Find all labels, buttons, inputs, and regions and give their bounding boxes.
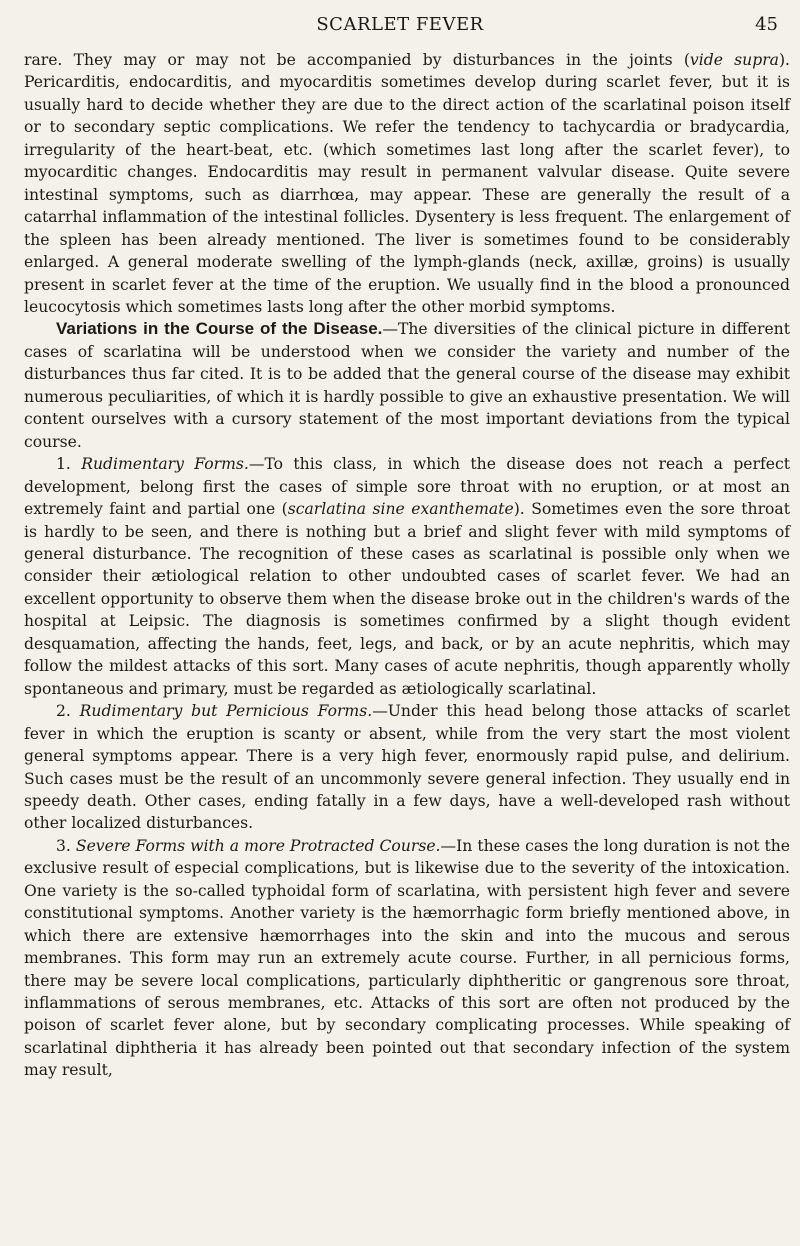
text-run: —To this class, in which the disease does not reach a perfect development, belong first the cases of simple sore throat with no eruption, or at most an extremely faint and partial one ( <box>24 455 790 519</box>
text-run: ). Sometimes even the sore throat is hardly to be seen, and there is nothing but a brief and slight fever with mild symptoms of general disturbance. The recognition of these cases as scarlatinal is possible only when we consider their ætiological relation to other undoubted cases of scarlet fever. We had an excellent opportunity to observe them when the disease broke out in the children's wards of the hospital at Leipsic. The diagnosis is sometimes confirmed by a slight though evident desquamation, affecting the hands, feet, legs, and back, or by an acute nephritis, which may follow the mildest attacks of this sort. Many cases of acute nephritis, though apparently wholly spontaneous and primary, must be regarded as ætiologically scarlatinal. <box>24 500 790 698</box>
text-run: rare. They may or may not be accompanied by disturbances in the joints ( <box>24 51 690 69</box>
paragraph-pernicious-forms <box>24 700 790 835</box>
paragraph-rudimentary-forms <box>24 453 790 700</box>
text-run: —The diversities of the clinical picture in different cases of scarlatina will be understood when we consider the variety and number of the disturbances thus far cited. It is to be added that the general course of the disease may exhibit numerous peculiarities, of which it is hardly possible to give an exhaustive presentation. We will content ourselves with a cursory statement of the most important deviations from the typical course. <box>24 320 790 451</box>
italic-phrase: scarlatina sine exanthemate <box>287 500 514 519</box>
section-heading: Variations in the Course of the Disease. <box>56 319 383 339</box>
item-title: Severe Forms with a more Protracted Course. <box>75 836 441 855</box>
item-number: 1. <box>56 455 82 474</box>
text-run: ). Pericarditis, endocarditis, and myocarditis sometimes develop during scarlet fever, but it is usually hard to decide whether they are due to the direct action of the scarlatinal poison itself or to secondary septic complications. We refer the tendency to tachycardia or bradycardia, irregularity of the heart-beat, etc. (which sometimes last long after the scarlet fever), to myocarditic changes. Endocarditis may result in permanent valvular disease. Quite severe intestinal symptoms, such as diarrhœa, may appear. These are generally the result of a catarrhal inflammation of the intestinal follicles. Dysentery is less frequent. The enlargement of the spleen has been already mentioned. The liver is sometimes found to be considerably enlarged. A general moderate swelling of the lymph-glands (neck, axillæ, groins) is usually present in scarlet fever at the time of the eruption. We usually find in the blood a pronounced leucocytosis which sometimes lasts long after the other morbid symptoms. <box>24 51 790 316</box>
paragraph-severe-forms <box>24 835 790 1082</box>
item-title: Rudimentary Forms. <box>81 455 249 474</box>
item-number: 3. <box>56 836 76 855</box>
item-title: Rudimentary but Pernicious Forms. <box>79 702 373 721</box>
body-text <box>24 49 790 1082</box>
paragraph-variations <box>24 318 790 453</box>
italic-phrase: vide supra <box>689 51 779 69</box>
text-run: —Under this head belong those attacks of scarlet fever in which the eruption is scanty or absent, while from the very start the most violent general symptoms appear. There is a very high fever, enormously rapid pulse, and delirium. Such cases must be the result of an uncommonly severe general infection. They usually end in speedy death. Other cases, ending fatally in a few days, have a well-developed rash without other localized disturbances. <box>24 702 790 833</box>
item-number: 2. <box>56 702 80 721</box>
page-header <box>0 14 800 40</box>
text-run: —In these cases the long duration is not the exclusive result of especial complications, but is likewise due to the severity of the intoxication. One variety is the so-called typhoidal form of scarlatina, with persistent high fever and severe constitutional symptoms. Another variety is the hæmorrhagic form briefly mentioned above, in which there are extensive hæmorrhages into the skin and into the mucous and serous membranes. This form may run an extremely acute course. Further, in all pernicious forms, there may be severe local complications, particularly diphtheritic or gangrenous sore throat, inflammations of serous membranes, etc. Attacks of this sort are often not produced by the poison of scarlet fever alone, but by secondary complicating processes. While speaking of scarlatinal diphtheria it has already been pointed out that secondary infection of the system may result, <box>24 836 790 1080</box>
paragraph-complications <box>24 49 790 318</box>
page-number: 45 <box>755 14 778 35</box>
running-title: SCARLET FEVER <box>316 14 484 35</box>
